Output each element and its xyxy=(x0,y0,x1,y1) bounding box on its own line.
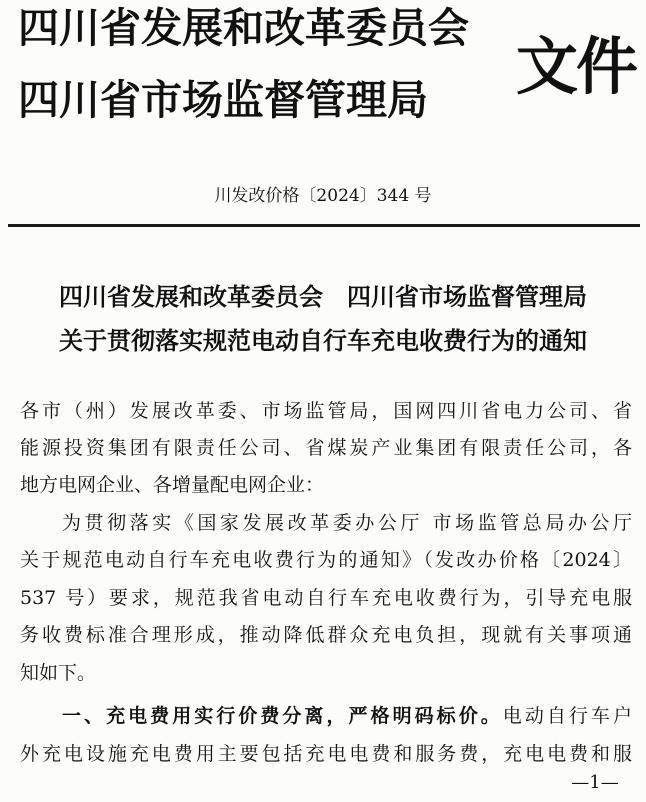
paragraph-line: 关于规范电动自行车充电收费行为的通知》（发改办价格〔2024〕 xyxy=(20,549,632,571)
section-1-heading: 一、充电费用实行价费分离，严格明码标价。 xyxy=(62,705,503,727)
page-number: —1— xyxy=(571,772,619,793)
section-1-text: 电动自行车户 xyxy=(502,705,632,727)
recipients-line: 能源投资集团有限责任公司、省煤炭产业集团有限责任公司，各 xyxy=(20,437,632,459)
header-divider xyxy=(8,224,640,227)
paragraph-line: 外充电设施充电费用主要包括充电电费和服务费，充电电费和服 xyxy=(20,743,632,765)
paragraph-line: 知如下。 xyxy=(20,662,97,684)
notice-title-line-1: 四川省发展和改革委员会 四川省市场监督管理局 xyxy=(59,283,587,311)
section-1-first-line xyxy=(62,707,632,726)
paragraph-line: 为贯彻落实《国家发展改革委办公厅 市场监管总局办公厅 xyxy=(62,512,632,534)
document-number: 川发改价格〔2024〕344 号 xyxy=(214,186,432,206)
recipients-line: 各市（州）发展改革委、市场监管局，国网四川省电力公司、省 xyxy=(20,400,632,422)
paragraph-line: 537 号）要求，规范我省电动自行车充电收费行为，引导充电服 xyxy=(20,587,632,609)
document-type-label: 文件 xyxy=(516,30,637,103)
issuer-name-market-regulation: 四川省市场监督管理局 xyxy=(18,76,428,124)
issuer-name-development-reform: 四川省发展和改革委员会 xyxy=(18,4,469,52)
paragraph-line: 务收费标准合理形成，推动降低群众充电负担，现就有关事项通 xyxy=(20,624,632,646)
recipients-line: 地方电网企业、各增量配电网企业： xyxy=(20,474,325,496)
notice-title-line-2: 关于贯彻落实规范电动自行车充电收费行为的通知 xyxy=(59,327,587,355)
